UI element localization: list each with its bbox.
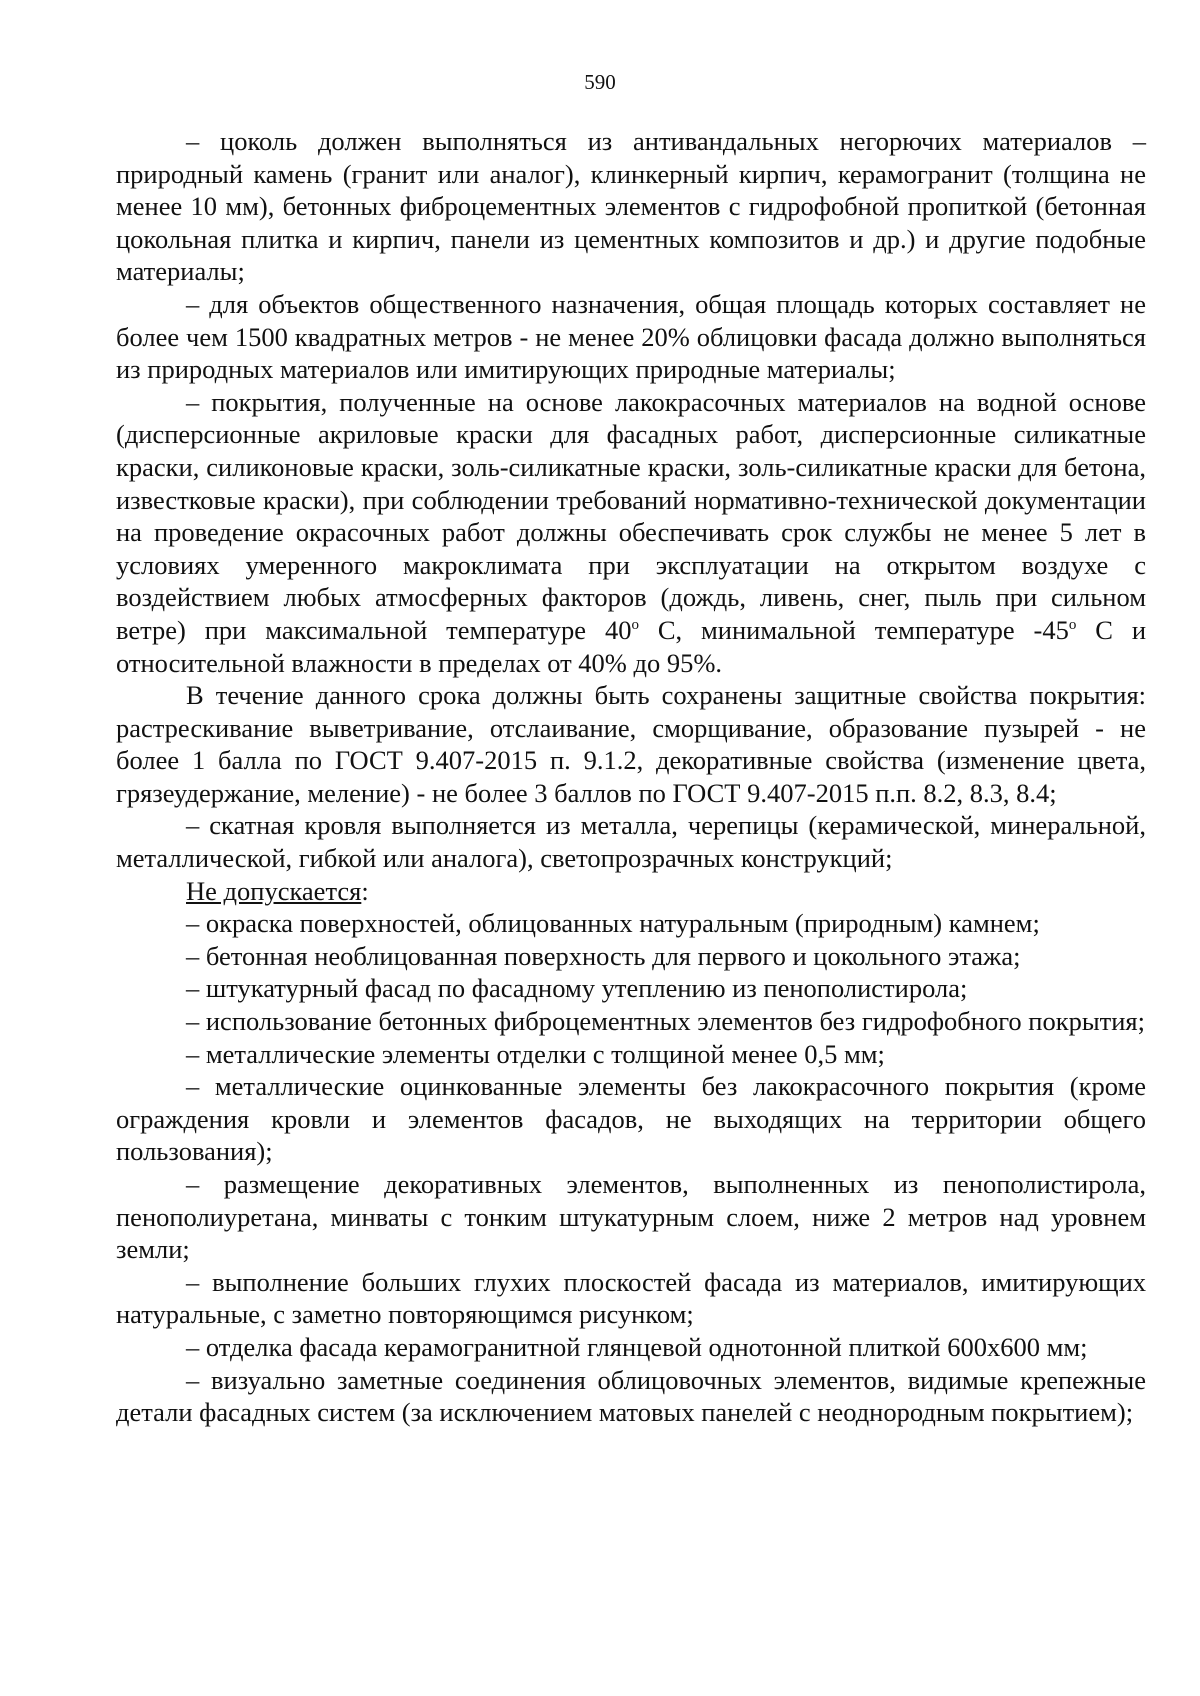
paragraph-public-buildings: – для объектов общественного назначения, общая площадь которых составляет не более чем 1500 квадратных метров - не менее 20% облицовки фасада должно выполняться из природных материалов или имитирующих природные материалы; — [116, 288, 1146, 385]
list-item-decorative-elements: – размещение декоративных элементов, выполненных из пенополистирола, пенополиуретана, минваты с тонким штукатурным слоем, ниже 2 метров над уровнем земли; — [116, 1169, 1146, 1265]
list-item-galvanized: – металлические оцинкованные элементы без лакокрасочного покрытия (кроме ограждения кровли и элементов фасадов, не выходящих на территории общего пользования); — [116, 1071, 1146, 1167]
list-item-glossy-tiles: – отделка фасада керамогранитной глянцевой однотонной плиткой 600х600 мм; — [186, 1331, 1088, 1362]
paragraph-pitched-roof: – скатная кровля выполняется из металла, черепицы (керамической, минеральной, металлической, гибкой или аналога), светопрозрачных конструкций; — [116, 810, 1146, 874]
not-allowed-heading — [116, 875, 1146, 908]
page-number: 590 — [584, 70, 616, 94]
degree-sign-1: о — [631, 616, 639, 633]
coatings-text-1: – покрытия, полученные на основе лакокрасочных материалов на водной основе (дисперсионные акриловые краски для фасадных работ, дисперсионные силикатные краски, силиконовые краски, золь-силикатные краски, золь-силикатные краски для бетона, известковые краски), при соблюдении требований нормативно-технической документации на проведение окрасочных работ должны обеспечивать срок службы не менее 5 лет в условиях умеренного макроклимата при эксплуатации на открытом воздухе с воздействием любых атмосферных факторов (дождь, ливень, снег, пыль при сильном ветре) при максимальной температуре 40 — [116, 386, 1146, 645]
list-item-blank-planes: – выполнение больших глухих плоскостей фасада из материалов, имитирующих натуральные, с заметно повторяющимся рисунком; — [116, 1266, 1146, 1330]
not-allowed-label: Не допускается — [186, 875, 362, 906]
document-body — [116, 125, 1146, 1429]
paragraph-protective-properties: В течение данного срока должны быть сохранены защитные свойства покрытия: растрескивание выветривание, отслаивание, сморщивание, образование пузырей - не более 1 балла по ГОСТ 9.407-2015 п. 9.1.2, декоративные свойства (изменение цвета, грязеудержание, меление) - не более 3 баллов по ГОСТ 9.407-2015 п.п. 8.2, 8.3, 8.4; — [116, 680, 1146, 808]
list-item-fiber-cement: – использование бетонных фиброцементных элементов без гидрофобного покрытия; — [186, 1006, 1145, 1037]
list-item-thin-metal: – металлические элементы отделки с толщиной менее 0,5 мм; — [186, 1038, 885, 1069]
not-allowed-colon: : — [361, 875, 369, 906]
list-item-plaster-facade: – штукатурный фасад по фасадному утеплению из пенополистирола; — [186, 973, 968, 1004]
paragraph-coatings — [116, 386, 1146, 679]
degree-sign-2: о — [1068, 616, 1077, 633]
list-item-stone-painting: – окраска поверхностей, облицованных натуральным (природным) камнем; — [186, 908, 1040, 939]
paragraph-plinth: – цоколь должен выполняться из антивандальных негорючих материалов – природный камень (гранит или аналог), клинкерный кирпич, керамогранит (толщина не менее 10 мм), бетонных фиброцементных элементов с гидрофобной пропиткой (бетонная цокольная плитка и кирпич, панели из цементных композитов и др.) и другие подобные материалы; — [116, 126, 1146, 287]
list-item-bare-concrete: – бетонная необлицованная поверхность для первого и цокольного этажа; — [186, 940, 1021, 971]
coatings-text-3: С и относительной влажности в пределах от 40% до 95%. — [116, 614, 1147, 678]
coatings-text-2: С, минимальной температуре -45 — [638, 614, 1069, 645]
list-item-visible-joints: – визуально заметные соединения облицовочных элементов, видимые крепежные детали фасадных систем (за исключением матовых панелей с неоднородным покрытием); — [116, 1364, 1146, 1428]
